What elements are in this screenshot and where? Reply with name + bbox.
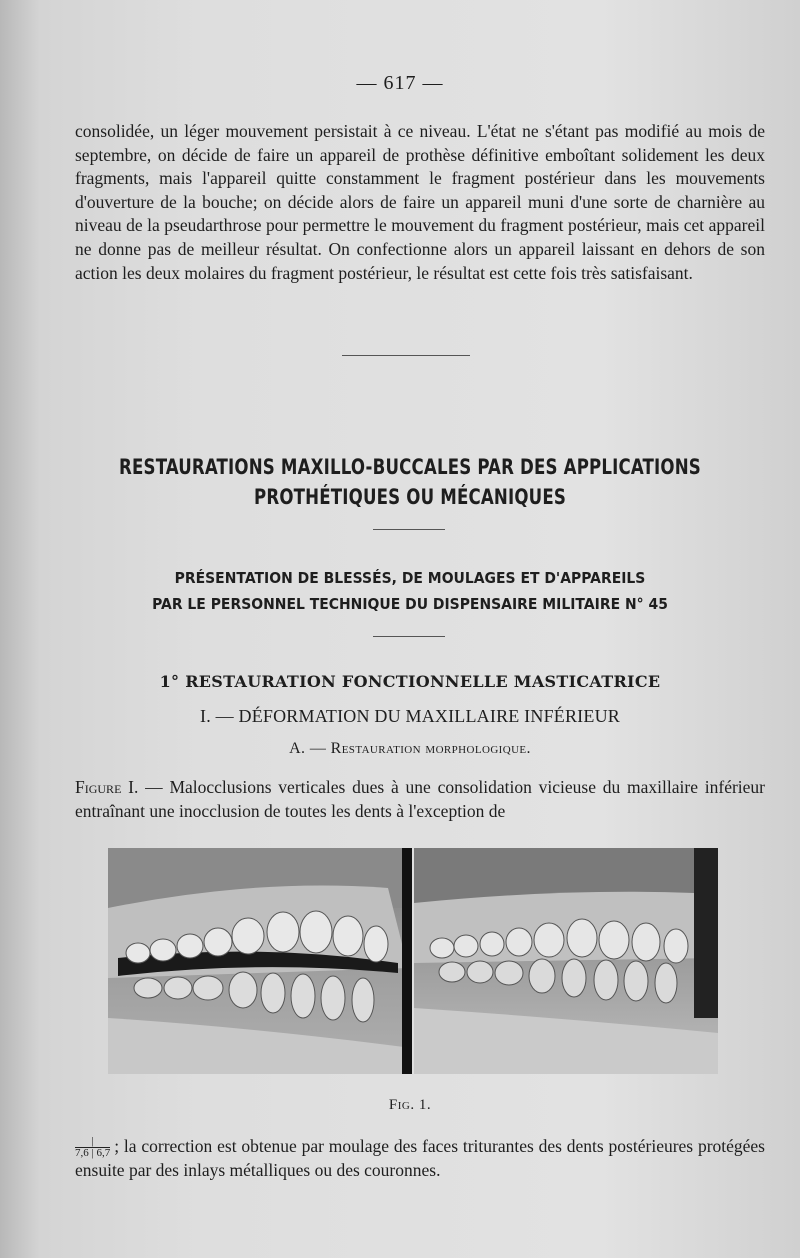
main-heading-line1: RESTAURATIONS MAXILLO-BUCCALES PAR DES APPLICATIONS (119, 455, 701, 479)
tooth-formula-bottom: 7,6 | 6,7 (75, 1147, 111, 1160)
figure-caption-lead: Figure I. (75, 777, 139, 797)
dental-cast-photo-left (108, 848, 412, 1074)
subpart-heading: A. — Restauration morphologique. (289, 740, 531, 757)
figure-label: Fig. 1. (388, 1097, 432, 1113)
sub-heading-line2: PAR LE PERSONNEL TECHNIQUE DU DISPENSAIRE MILITAIRE N° 45 (152, 595, 668, 613)
divider-rule (373, 529, 445, 530)
sub-heading (77, 565, 743, 617)
figure-caption (75, 776, 765, 823)
teeth-malocclusion-illustration (108, 848, 412, 1074)
main-heading (84, 452, 735, 512)
tooth-formula-top: | (75, 1136, 110, 1148)
divider-rule (373, 636, 445, 637)
figure-photographs (108, 848, 718, 1074)
paragraph-bottom (75, 1135, 765, 1183)
teeth-corrected-illustration (414, 848, 718, 1074)
main-heading-line2: PROTHÉTIQUES OU MÉCANIQUES (253, 485, 567, 509)
page-number: — 617 — (356, 72, 444, 94)
tooth-formula (75, 1136, 110, 1159)
dental-cast-photo-right (414, 848, 718, 1074)
divider-rule (342, 355, 470, 356)
part-heading: I. — DÉFORMATION DU MAXILLAIRE INFÉRIEUR (200, 706, 620, 726)
sub-heading-line1: PRÉSENTATION DE BLESSÉS, DE MOULAGES ET D'APPAREILS (174, 569, 646, 587)
section-heading: 1° RESTAURATION FONCTIONNELLE MASTICATRICE (159, 672, 661, 691)
paragraph-top: consolidée, un léger mouvement persistait à ce niveau. L'état ne s'étant pas modifié au mois de septembre, on décide de faire un appareil de prothèse définitive emboîtant solidement les deux fragments, mais l'appareil quitte constamment le fragment postérieur dans les mouvements d'ouverture de la bouche; on décide alors de faire un appareil muni d'une sorte de charnière au niveau de la pseudarthrose pour permettre le mouvement du fragment postérieur, mais cet appareil ne donne pas de meilleur résultat. On confectionne alors un appareil laissant en dehors de son action les deux molaires du fragment postérieur, le résultat est cette fois très satisfaisant. (75, 121, 765, 283)
figure-caption-text: — Malocclusions verticales dues à une consolidation vicieuse du maxillaire inférieur entraînant une inocclusion de toutes les dents à l'exception de (75, 777, 765, 821)
paragraph-bottom-text: ; la correction est obtenue par moulage des faces triturantes des dents postérieures protégées ensuite par des inlays métalliques ou des couronnes. (75, 1136, 765, 1181)
